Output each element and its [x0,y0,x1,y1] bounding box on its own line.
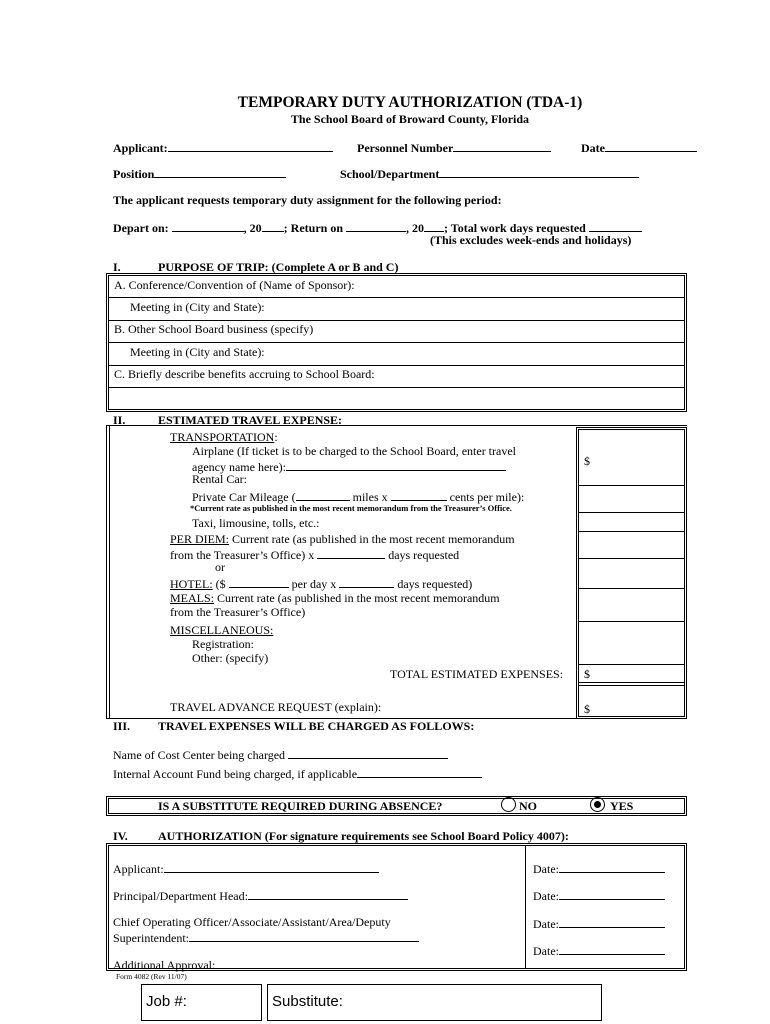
amount-divider [579,485,684,486]
purpose-divider [109,320,684,321]
meals-row: MEALS: Current rate (as published in the most recent memorandum [170,591,500,605]
amount-divider [579,621,684,622]
substitute-no-radio[interactable] [501,797,516,812]
substitute-yes-radio[interactable] [590,797,605,812]
position-row [113,165,286,182]
hotel-rate-field[interactable] [229,575,289,588]
internal-fund-row: Internal Account Fund being charged, if applicable [113,765,482,782]
school-label: School/Department [340,167,440,181]
cents-field[interactable] [391,488,447,501]
amount-divider [579,558,684,559]
date-field-2[interactable] [559,887,665,900]
school-field[interactable] [439,165,639,178]
amount-divider [579,588,684,589]
return-year-field[interactable] [424,219,444,232]
personnel-row [357,139,551,156]
return-label: ; Return on [283,221,344,235]
superintendent-signature-field[interactable] [189,929,419,942]
amount-column [576,427,687,719]
per-diem-days-field[interactable] [317,546,385,559]
other-label: Other: (specify) [192,651,269,665]
other-business-label[interactable]: B. Other School Board business (specify) [114,322,314,336]
amount-divider [579,685,684,686]
additional-approval-field[interactable] [215,956,373,969]
applicant-signature-row: Applicant: [113,860,379,877]
return-year-prefix: , 20 [406,221,425,235]
amount-divider [579,682,684,683]
purpose-divider [109,342,684,343]
section-4-number: IV. [113,829,128,843]
internal-fund-field[interactable] [357,765,482,778]
cost-center-field[interactable] [288,746,448,759]
additional-approval-row: Additional Approval: [113,956,373,973]
conference-label[interactable]: A. Conference/Convention of (Name of Sponsor): [114,278,355,292]
purpose-divider [109,365,684,366]
section-2-left-rule [106,425,107,719]
mileage-note: *Current rate as published in the most recent memorandum from the Treasurer’s Office. [190,503,512,513]
principal-signature-field[interactable] [248,887,408,900]
applicant-field[interactable] [168,139,333,152]
agency-name-field[interactable] [286,458,506,471]
purpose-divider [109,297,684,298]
section-4-heading: AUTHORIZATION (For signature requirements see School Board Policy 4007): [158,829,569,843]
miles-field[interactable] [296,488,350,501]
depart-label: Depart on: [113,221,169,235]
total-days-field[interactable] [589,219,642,232]
coo-label: Chief Operating Officer/Associate/Assistant/Area/Deputy [113,915,391,929]
request-text: The applicant requests temporary duty assignment for the following period: [113,193,502,207]
meeting-location-b[interactable]: Meeting in (City and State): [130,345,265,359]
total-days-label: ; Total work days requested [444,221,586,235]
applicant-row [113,139,333,156]
section-2-top-rule [106,425,687,426]
section-1-number: I. [113,260,121,274]
date-row-1: Date: [533,860,665,877]
date-row-4: Date: [533,942,665,959]
amount-divider [579,531,684,532]
amount-divider [579,512,684,513]
return-date-field[interactable] [346,219,406,232]
depart-date-field[interactable] [172,219,244,232]
agency-label: agency name here): [192,460,286,474]
transportation-heading: TRANSPORTATION: [170,430,278,444]
date-field-3[interactable] [559,915,665,928]
superintendent-row: Superintendent: [113,929,419,946]
position-field[interactable] [154,165,286,178]
depart-year-field[interactable] [262,219,284,232]
total-dollar: $ [584,667,590,681]
misc-heading: MISCELLANEOUS: [170,623,274,637]
position-label: Position [113,167,155,181]
job-number-label: Job #: [146,993,187,1010]
applicant-label: Applicant: [113,141,168,155]
section-1-heading: PURPOSE OF TRIP: (Complete A or B and C) [158,260,399,274]
form-title: TEMPORARY DUTY AUTHORIZATION (TDA-1) [237,94,583,111]
date-label: Date [581,141,605,155]
section-2-number: II. [113,413,126,427]
rental-car-label: Rental Car: [192,472,247,486]
total-label: TOTAL ESTIMATED EXPENSES: [390,667,564,681]
per-diem-row: PER DIEM: Current rate (as published in the most recent memorandum [170,532,515,546]
meals-source: from the Treasurer’s Office) [170,605,306,619]
substitute-yes-label: YES [610,799,634,813]
airplane-dollar: $ [584,454,590,468]
applicant-signature-field[interactable] [164,860,379,873]
form-number: Form 4082 (Rev 11/07) [116,972,187,981]
school-row [340,165,639,182]
taxi-label: Taxi, limousine, tolls, etc.: [192,516,320,530]
depart-year-prefix: , 20 [243,221,262,235]
mileage-row: Private Car Mileage ( miles x cents per mile): [192,490,525,504]
advance-dollar: $ [584,702,590,716]
personnel-label: Personnel Number [357,141,454,155]
hotel-row: HOTEL: ($ per day x days requested) [170,577,473,591]
date-field-4[interactable] [559,942,665,955]
section-3-number: III. [113,719,131,733]
hotel-days-field[interactable] [339,575,394,588]
substitute-no-label: NO [519,799,537,813]
airplane-label: Airplane (If ticket is to be charged to the School Board, enter travel [192,444,516,458]
purpose-divider [109,387,684,388]
substitute-question: IS A SUBSTITUTE REQUIRED DURING ABSENCE? [158,799,443,813]
advance-label: TRAVEL ADVANCE REQUEST (explain): [170,700,382,714]
date-row-2: Date: [533,887,665,904]
section-2-left-rule [109,425,110,719]
date-row [581,139,697,156]
amount-divider [579,664,684,665]
section-2-heading: ESTIMATED TRAVEL EXPENSE: [158,413,343,427]
date-field-1[interactable] [559,860,665,873]
benefits-field[interactable] [110,389,683,409]
date-row-3: Date: [533,915,665,932]
cost-center-row: Name of Cost Center being charged [113,746,448,763]
personnel-number-field[interactable] [453,139,551,152]
authorization-date-divider [525,846,526,968]
excludes-note: (This excludes week-ends and holidays) [430,233,632,247]
per-diem-days-row: from the Treasurer’s Office) x days requested [170,548,460,562]
benefits-label[interactable]: C. Briefly describe benefits accruing to School Board: [114,367,375,381]
substitute-name-label: Substitute: [272,993,343,1010]
section-3-heading: TRAVEL EXPENSES WILL BE CHARGED AS FOLLOWS: [158,719,475,733]
form-subtitle: The School Board of Broward County, Florida [290,112,530,126]
date-field[interactable] [605,139,697,152]
principal-signature-row: Principal/Department Head: [113,887,408,904]
meeting-location-a[interactable]: Meeting in (City and State): [130,300,265,314]
registration-label: Registration: [192,637,254,651]
or-label: or [215,560,225,574]
